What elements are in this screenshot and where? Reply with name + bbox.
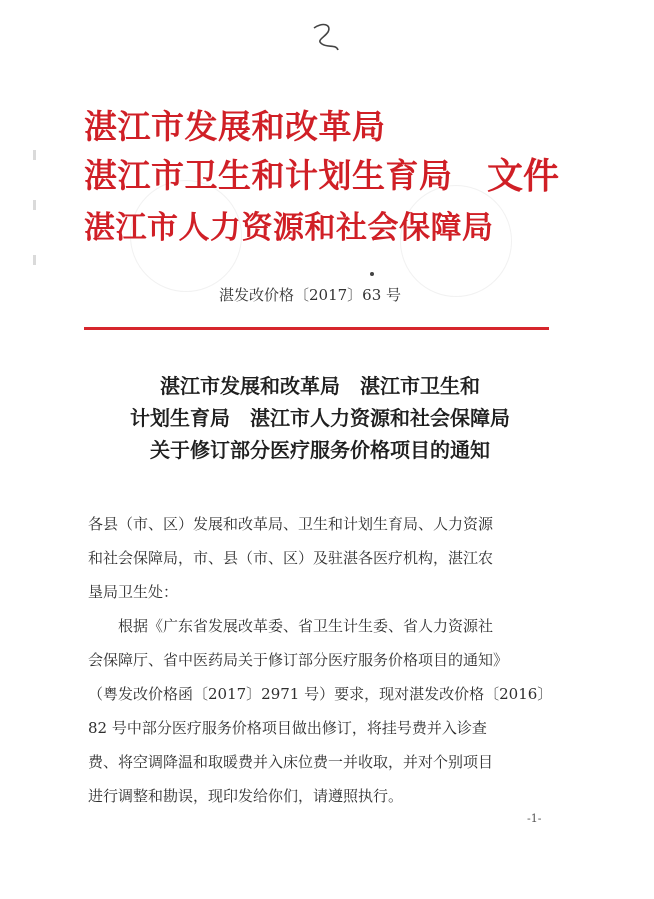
notice-body [88,507,560,813]
paragraph-line: （粤发改价格函〔2017〕2971 号）要求，现对湛发改价格〔2016〕 [88,685,553,703]
document-number: 湛发改价格〔2017〕63 号 [219,286,402,304]
paragraph-line: 会保障厅、省中医药局关于修订部分医疗服务价格项目的通知》 [88,651,509,669]
recipients-line: 和社会保障局，市、县（市、区）及驻湛各医疗机构，湛江农 [88,549,494,567]
issuer-health-family-planning: 湛江市卫生和计划生育局 [84,156,453,195]
document-type-label: 文件 [487,155,560,197]
scan-margin-mark [33,150,36,160]
page-number: -1- [527,812,542,825]
issuer-development-reform: 湛江市发展和改革局 [84,107,386,146]
recipients-line: 各县（市、区）发展和改革局、卫生和计划生育局、人力资源 [88,515,494,533]
paragraph-line: 根据《广东省发展改革委、省卫生计生委、省人力资源社 [118,617,494,635]
document-header [84,104,604,254]
red-separator-line [84,327,549,330]
issuer-human-resources: 湛江市人力资源和社会保障局 [84,210,494,246]
handwritten-mark [308,18,344,58]
paragraph-line: 进行调整和勘误，现印发给你们，请遵照执行。 [88,787,404,805]
dot-mark [370,272,374,276]
title-line: 关于修订部分医疗服务价格项目的通知 [150,438,490,462]
title-line: 湛江市发展和改革局 湛江市卫生和 [160,374,480,398]
title-line: 计划生育局 湛江市人力资源和社会保障局 [130,406,510,430]
paragraph-line: 费、将空调降温和取暖费并入床位费一并收取，并对个别项目 [88,753,494,771]
notice-title [60,370,580,466]
scan-margin-mark [33,200,36,210]
scan-margin-mark [33,255,36,265]
paragraph-line: 82 号中部分医疗服务价格项目做出修订，将挂号费并入诊查 [88,719,487,737]
recipients-line: 垦局卫生处： [88,583,179,601]
